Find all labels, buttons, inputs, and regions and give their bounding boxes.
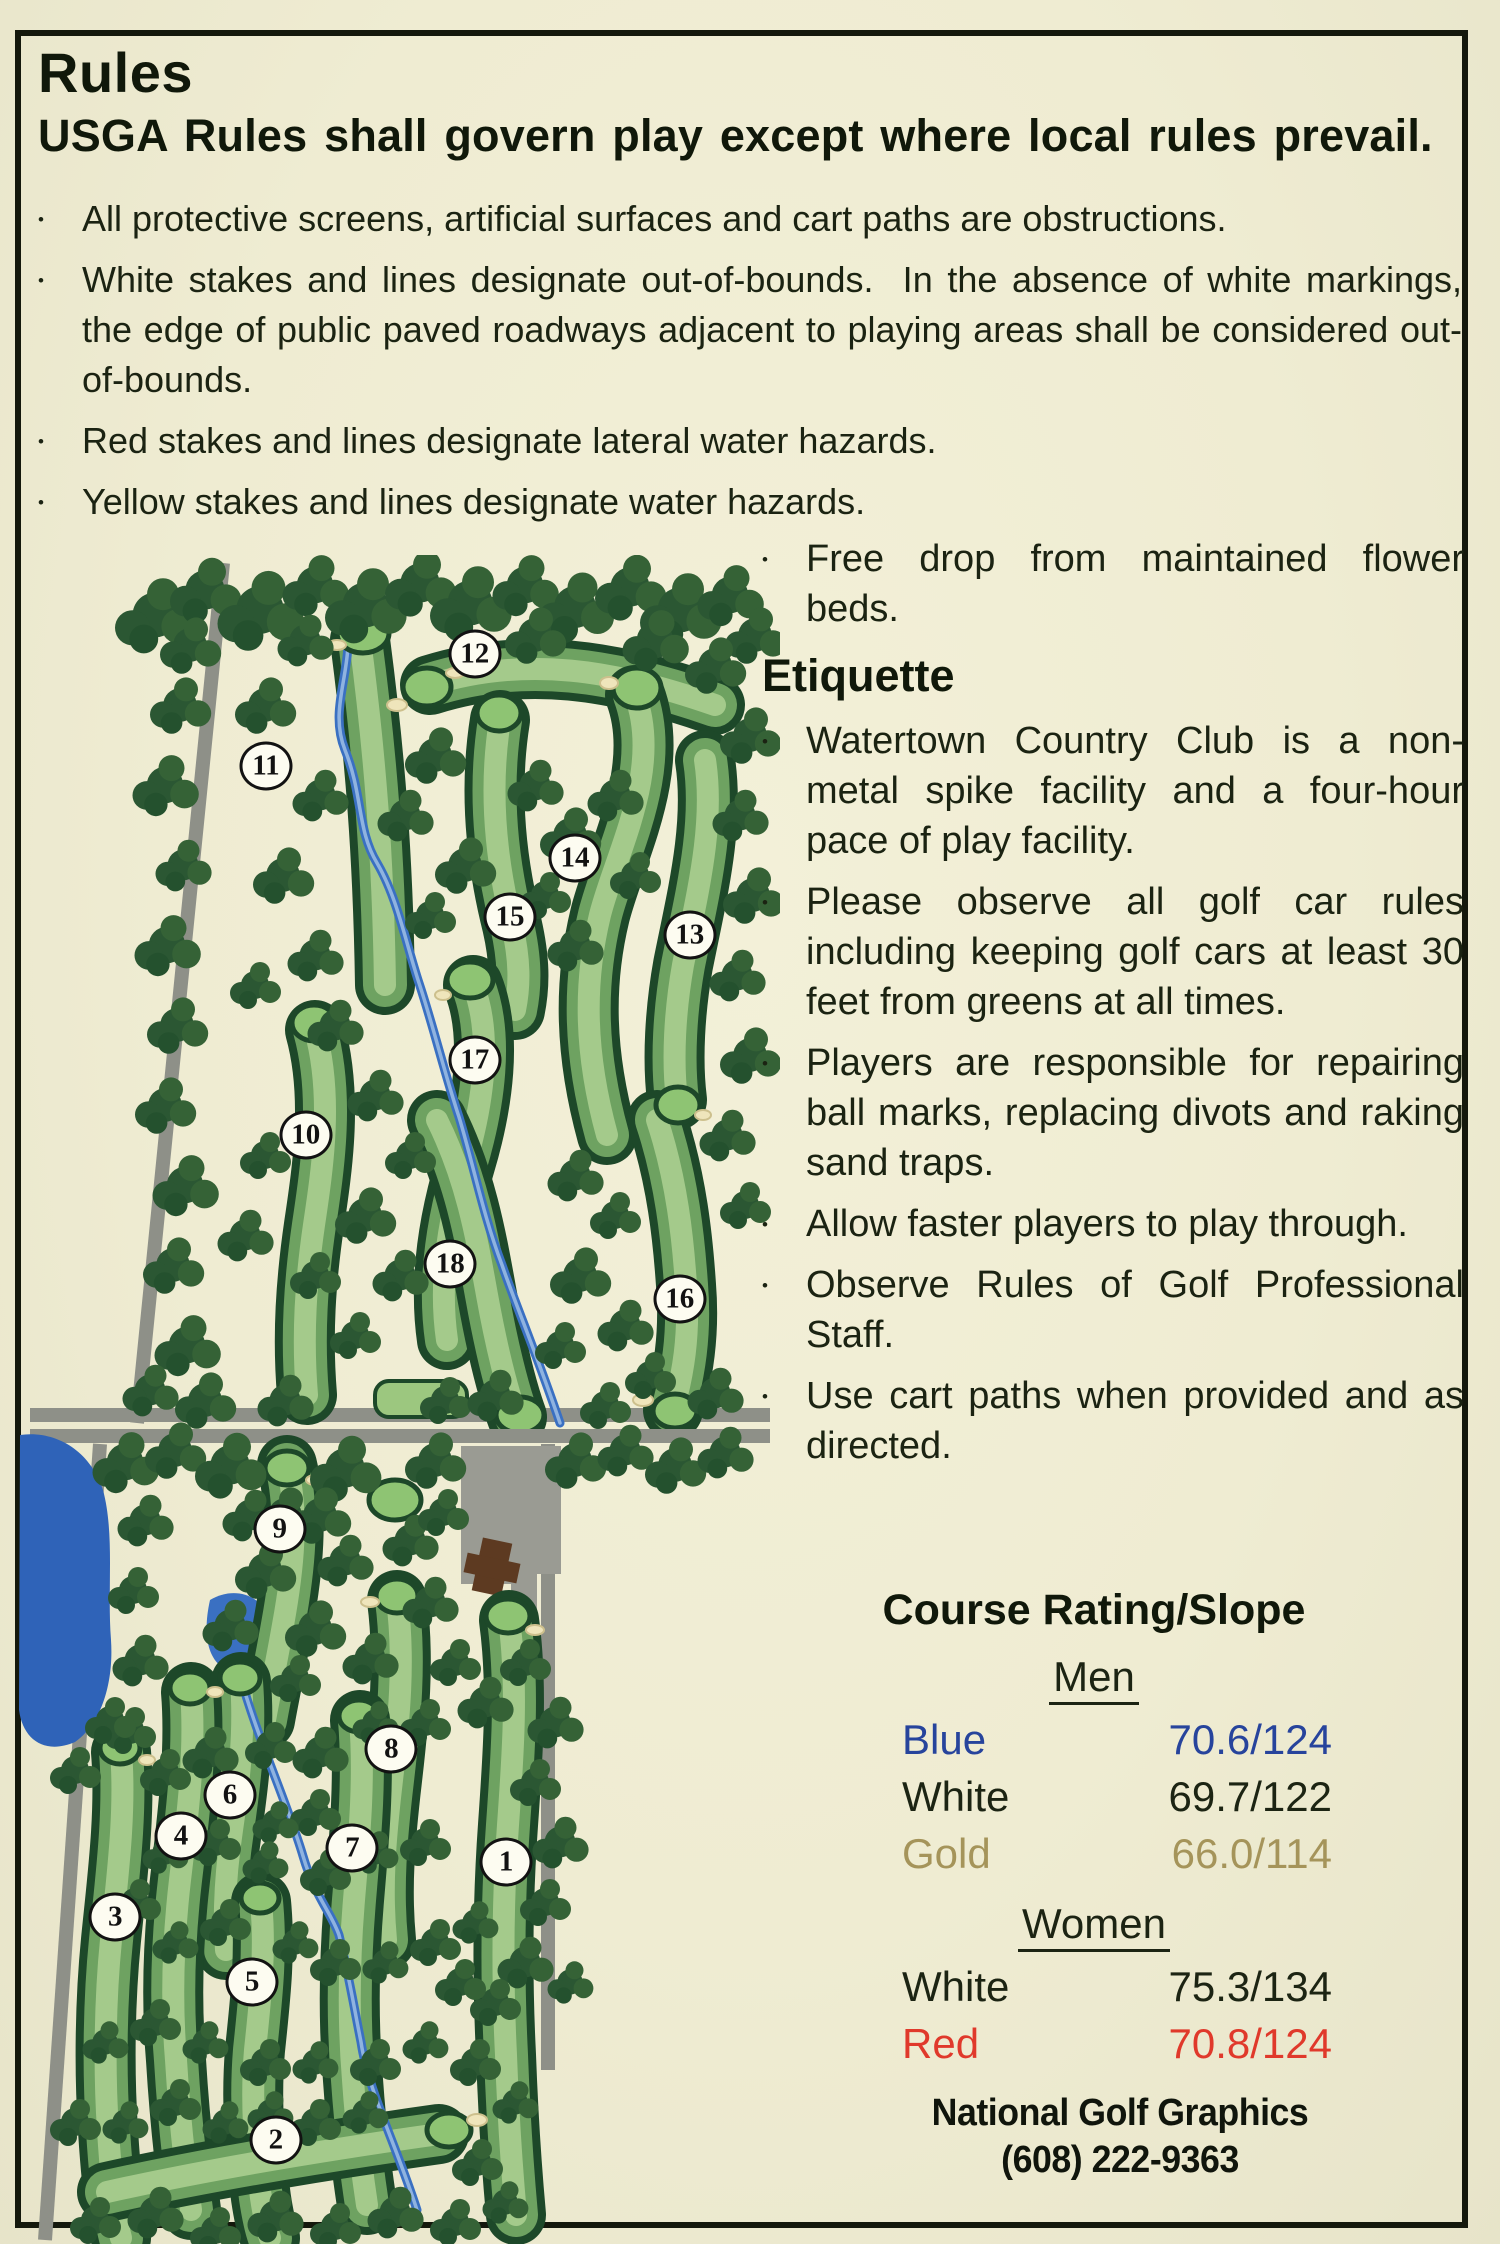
rules-subheading: USGA Rules shall govern play except where local rules prevail. bbox=[38, 110, 1433, 161]
rule-text: Red stakes and lines designate lateral water hazards. bbox=[82, 420, 937, 461]
hole-marker: 3 bbox=[89, 1892, 142, 1941]
etiquette-text: Allow faster players to play through. bbox=[806, 1203, 1408, 1245]
bullet-icon: • bbox=[38, 493, 44, 512]
rule-item bbox=[38, 194, 1462, 244]
etiquette-item bbox=[762, 1371, 1464, 1471]
tee-label: Red bbox=[902, 2020, 980, 2067]
publisher-credit bbox=[800, 2090, 1439, 2184]
bullet-icon: • bbox=[762, 1054, 768, 1073]
rating-value: 66.0/114 bbox=[1171, 1830, 1332, 1877]
etiquette-list bbox=[762, 716, 1464, 1471]
front-nine-map bbox=[15, 1420, 780, 2244]
rating-row bbox=[856, 1768, 1332, 1825]
etiquette-text: Watertown Country Club is a non-metal spike facility and a four-hour pace of play facility. bbox=[806, 720, 1464, 862]
tee-label: Blue bbox=[902, 1716, 987, 1763]
rating-value: 70.8/124 bbox=[1168, 2020, 1332, 2067]
front-nine-illustration bbox=[15, 1420, 780, 2244]
etiquette-item bbox=[762, 1260, 1464, 1360]
rating-row bbox=[856, 1711, 1332, 1768]
hole-marker: 9 bbox=[253, 1504, 306, 1553]
right-column bbox=[762, 534, 1464, 1482]
rule-item bbox=[38, 416, 1462, 466]
rule-item bbox=[38, 477, 1462, 527]
etiquette-item bbox=[762, 1199, 1464, 1249]
hole-marker: 1 bbox=[480, 1837, 533, 1886]
bullet-icon: • bbox=[38, 432, 44, 451]
bullet-icon: • bbox=[762, 1387, 768, 1406]
rule-text: All protective screens, artificial surfaces and cart paths are obstructions. bbox=[82, 198, 1227, 239]
women-heading: Women bbox=[856, 1900, 1332, 1948]
hole-marker: 2 bbox=[249, 2116, 302, 2165]
hole-marker: 17 bbox=[448, 1035, 501, 1084]
hole-marker: 18 bbox=[424, 1239, 477, 1288]
etiquette-heading: Etiquette bbox=[762, 650, 955, 701]
etiquette-item bbox=[762, 1038, 1464, 1188]
tee-label: White bbox=[902, 1773, 1010, 1820]
rating-title: Course Rating/Slope bbox=[882, 1586, 1306, 1634]
hole-marker: 7 bbox=[326, 1823, 379, 1872]
rating-row bbox=[856, 1958, 1332, 2015]
etiquette-item bbox=[762, 877, 1464, 1027]
hole-marker: 14 bbox=[548, 833, 601, 882]
rule-item bbox=[38, 255, 1462, 405]
rating-row bbox=[856, 1825, 1332, 1882]
etiquette-item bbox=[762, 716, 1464, 866]
bullet-icon: • bbox=[762, 1276, 768, 1295]
bullet-icon: • bbox=[762, 1215, 768, 1234]
bullet-icon: • bbox=[762, 732, 768, 751]
etiquette-text: Players are responsible for repairing ball marks, replacing divots and raking sand traps. bbox=[806, 1042, 1464, 1184]
publisher-phone: (608) 222-9363 bbox=[1001, 2139, 1239, 2181]
tee-label: Gold bbox=[902, 1830, 991, 1877]
rules-list bbox=[38, 194, 1462, 538]
bullet-icon: • bbox=[38, 271, 44, 290]
rating-value: 75.3/134 bbox=[1168, 1963, 1332, 2010]
hole-marker: 16 bbox=[653, 1274, 706, 1323]
hole-marker: 4 bbox=[155, 1812, 208, 1861]
rules-heading: Rules bbox=[38, 41, 193, 104]
hole-marker: 11 bbox=[239, 741, 292, 790]
rating-value: 70.6/124 bbox=[1168, 1716, 1332, 1763]
hole-marker: 8 bbox=[365, 1724, 418, 1773]
hole-marker: 13 bbox=[663, 910, 716, 959]
bullet-icon: • bbox=[38, 210, 44, 229]
etiquette-text: Observe Rules of Golf Professional Staff. bbox=[806, 1264, 1464, 1356]
rule-text: Yellow stakes and lines designate water hazards. bbox=[82, 481, 866, 522]
men-heading: Men bbox=[856, 1653, 1332, 1701]
course-rating-section bbox=[856, 1586, 1332, 2072]
publisher-name: National Golf Graphics bbox=[931, 2092, 1309, 2134]
free-drop-item bbox=[762, 534, 1464, 634]
hole-marker: 5 bbox=[226, 1957, 279, 2006]
rule-text: White stakes and lines designate out-of-bounds. In the absence of white markings, the edge of public paved roadways adjacent to playing areas shall be considered out-of-bounds. bbox=[82, 259, 1462, 400]
hole-marker: 12 bbox=[448, 629, 501, 678]
etiquette-text: Use cart paths when provided and as directed. bbox=[806, 1375, 1464, 1467]
rating-row bbox=[856, 2015, 1332, 2072]
rating-value: 69.7/122 bbox=[1168, 1773, 1332, 1820]
hole-marker: 10 bbox=[279, 1111, 332, 1160]
back-nine-map bbox=[15, 555, 780, 1430]
bullet-icon: • bbox=[762, 550, 768, 569]
hole-marker: 6 bbox=[203, 1770, 256, 1819]
tee-label: White bbox=[902, 1963, 1010, 2010]
bullet-icon: • bbox=[762, 893, 768, 912]
hole-marker: 15 bbox=[483, 893, 536, 942]
free-drop-text: Free drop from maintained flower beds. bbox=[806, 538, 1464, 630]
etiquette-text: Please observe all golf car rules including keeping golf cars at least 30 feet from greens at all times. bbox=[806, 881, 1464, 1023]
